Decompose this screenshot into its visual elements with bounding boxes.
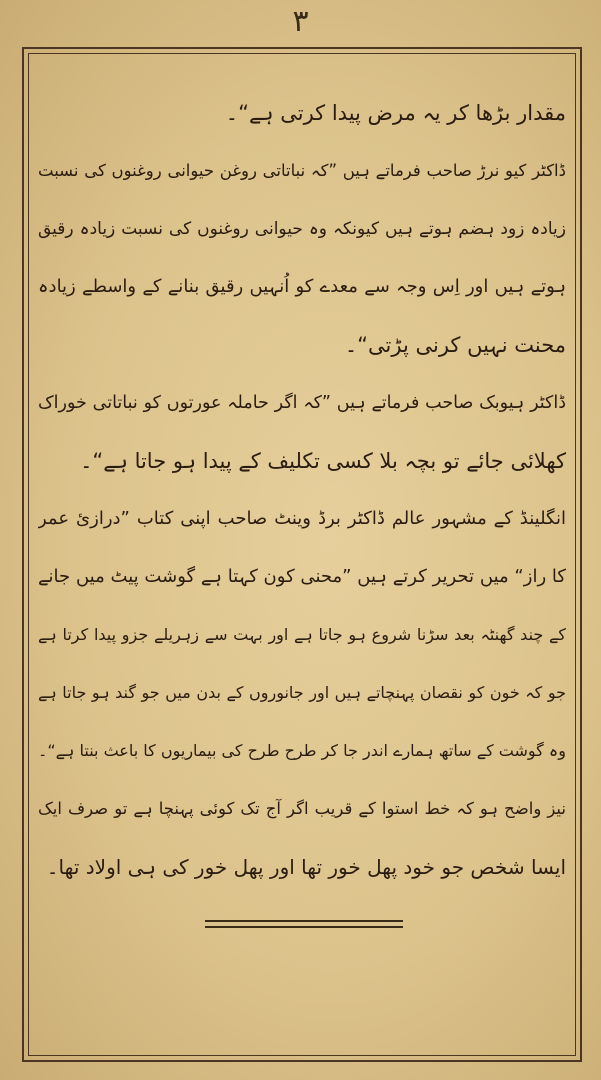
- text-line: کے چند گھنٹہ بعد سڑنا شروع ہو جاتا ہے اور بہت سے زہریلے جزو پیدا کرتا ہے: [38, 625, 566, 644]
- text-line: مقدار بڑھا کر یہ مرض پیدا کرتی ہے“۔: [225, 101, 566, 125]
- text-line: ڈاکٹر ہیوبک صاحب فرماتے ہیں ”کہ اگر حاملہ عورتوں کو نباتاتی خوراک: [38, 393, 566, 413]
- text-line: کھلائی جائے تو بچہ بلا کسی تکلیف کے پیدا ہو جاتا ہے“۔: [80, 449, 566, 473]
- section-divider-bottom: [205, 926, 403, 928]
- text-line: محنت نہیں کرنی پڑتی“۔: [344, 333, 566, 357]
- text-line: جو کہ خون کو نقصان پہنچاتے ہیں اور جانوروں کے بدن میں جو گند ہو جاتا ہے: [38, 683, 566, 702]
- text-line: زیادہ زود ہضم ہوتے ہیں کیونکہ وہ حیوانی روغنوں کی نسبت زیادہ رقیق: [38, 219, 566, 239]
- text-line: کا راز“ میں تحریر کرتے ہیں ”محنی کون کہتا ہے گوشت پیٹ میں جانے: [38, 566, 566, 587]
- body-text: [38, 84, 566, 896]
- text-line: وہ گوشت کے ساتھ ہمارے اندر جا کر طرح طرح کی بیماریوں کا باعث بنتا ہے“۔: [38, 741, 566, 760]
- text-line: ہوتے ہیں اور اِس وجہ سے معدے کو اُنہیں رقیق بنانے کے واسطے زیادہ: [38, 276, 566, 297]
- text-line: ایسا شخص جو خود پھل خور تھا اور پھل خور کی ہی اولاد تھا۔: [46, 855, 566, 879]
- text-line: نیز واضح ہو کہ خط استوا کے قریب اگر آج تک کوئی پہنچا ہے تو صرف ایک: [38, 799, 566, 818]
- text-line: انگلینڈ کے مشہور عالم ڈاکٹر برڈ وینٹ صاحب اپنی کتاب ”درازیٔ عمر: [38, 508, 566, 529]
- text-line: ڈاکٹر کیو نرڑ صاحب فرماتے ہیں ”کہ نباتاتی روغن حیوانی روغنوں کی نسبت: [38, 161, 566, 180]
- section-divider-top: [205, 920, 403, 922]
- page-number: ۳: [292, 4, 309, 39]
